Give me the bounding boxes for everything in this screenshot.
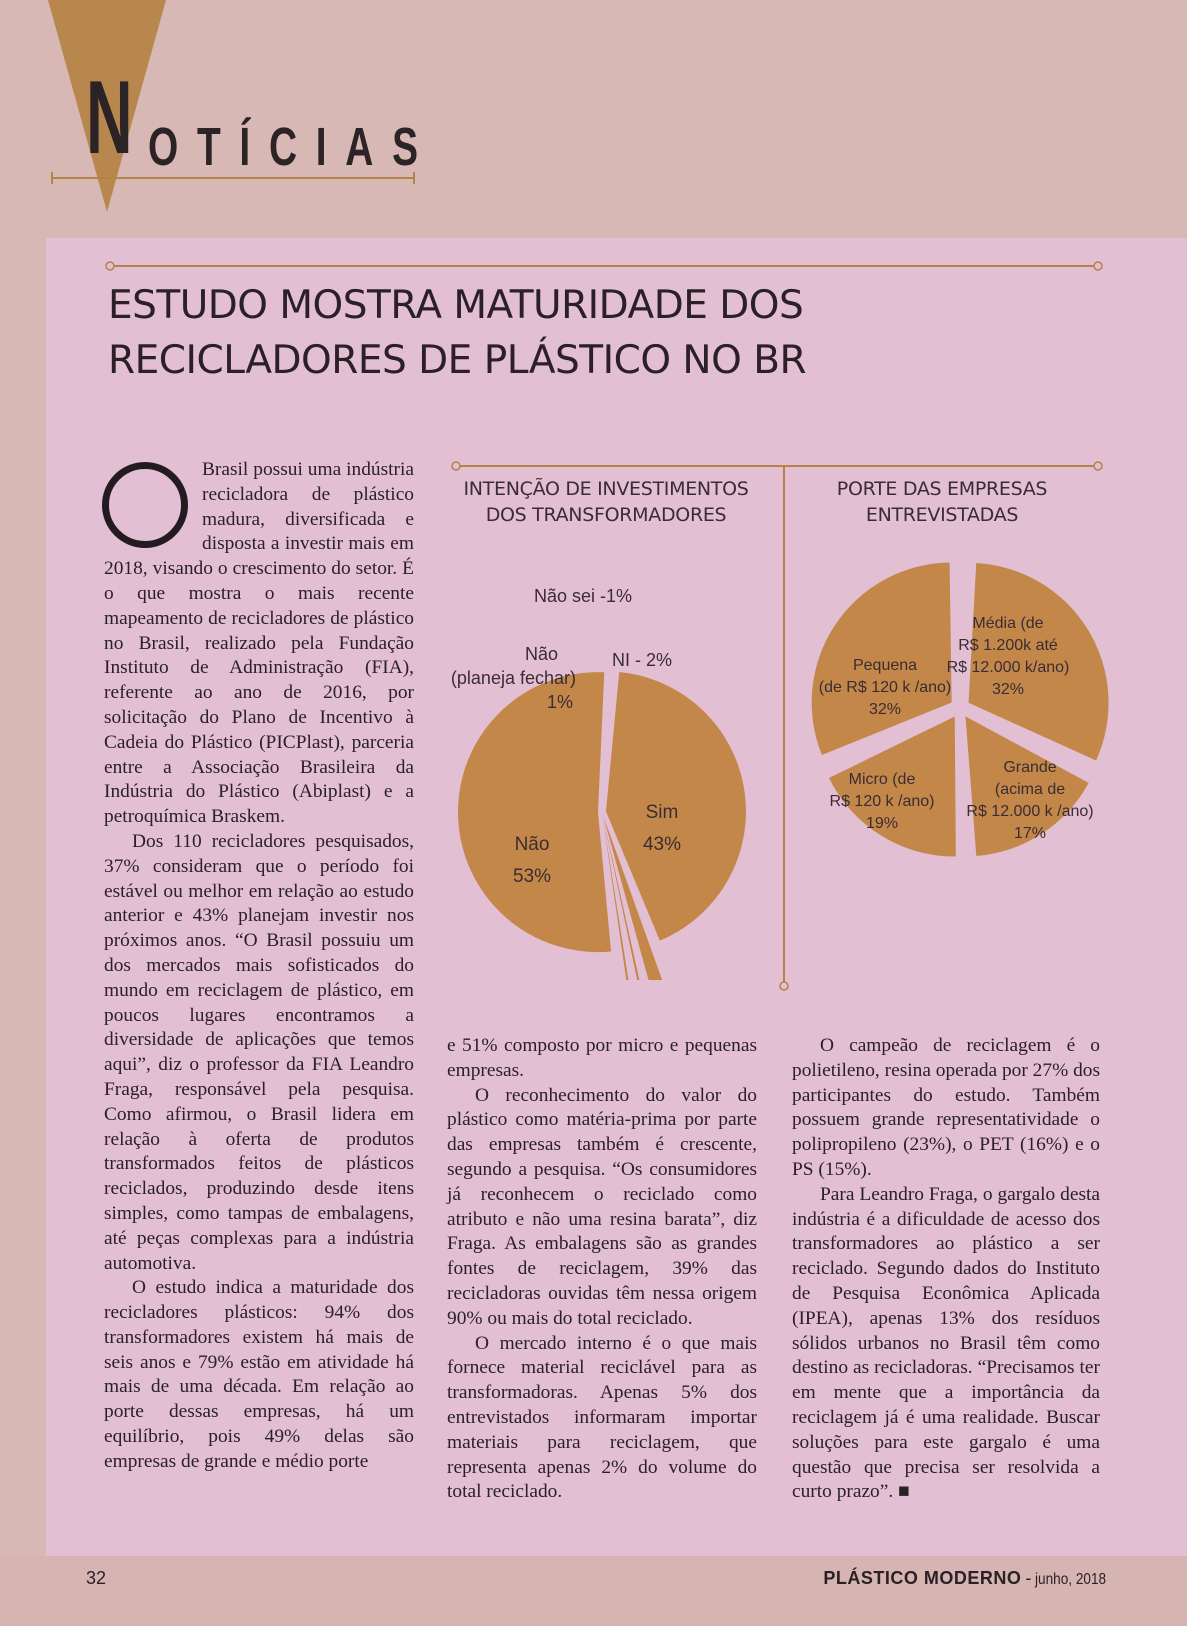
label-pequena-1: Pequena: [852, 657, 918, 674]
label-nao-fechar-2: (planeja fechar): [450, 668, 576, 688]
paragraph: Para Leandro Fraga, o gargalo desta indústria é a dificuldade de acesso dos transformadores ao plástico a ser reciclado. Segundo dados do Instituto de Pesquisa Econômica Aplicada (IPEA), apenas 13% dos resíduos sólidos urbanos no Brasil têm como destino as recicladoras. “Precisamos ter em mente que a importância da reciclagem já é uma realidade. Buscar soluções para este gargalo é uma questão que precisa ser resolvida a curto prazo”. ■: [792, 1183, 1100, 1503]
paragraph: Brasil possui uma indústria recicladora de plástico madura, diversificada e disposta a investir mais em 2018, visando o crescimento do setor. É o que mostra o mais recente mapeamento de recicladores de plástico no Brasil, realizado pela Fundação Instituto de Administração (FIA), referente ao ano de 2016, por solicitação do Plano de Incentivo à Cadeia do Plástico (PICPlast), parceria entre a Associação Brasileira da Indústria do Plástico (Abiplast) e a petroquímica Braskem.: [104, 459, 414, 828]
label-pequena-2: (de R$ 120 k /ano): [818, 679, 952, 696]
paragraph: e 51% composto por micro e pequenas empresas.: [447, 1035, 757, 1081]
label-nao-sei: Não sei -1%: [533, 586, 633, 606]
magazine-credit: [823, 1568, 1119, 1589]
label-nao-fechar-1: Não: [524, 644, 558, 664]
label-media-2: R$ 1.200k até: [958, 637, 1058, 654]
paragraph: O reconhecimento do valor do plástico como matéria-prima por parte das empresas também é crescente, segundo a pesquisa. “Os consumidores já reconhecem o reciclado como atributo e não uma resina barata”, diz Fraga. As embalagens são as grandes fontes de reciclagem, 39% das recicladoras ouvidas têm nessa origem 90% ou mais do total reciclado.: [447, 1084, 757, 1329]
label-nao-value: 53%: [512, 866, 552, 887]
label-sim-value: 43%: [642, 834, 682, 855]
slice-nao: [458, 672, 611, 952]
dropcap-o: [102, 462, 188, 548]
article-column-3: [792, 1034, 1100, 1505]
label-pequena-3: 32%: [868, 701, 902, 718]
chart-1-title: INTENÇÃO DE INVESTIMENTOS DOS TRANSFORMADORES: [463, 478, 749, 526]
chart-2-title: PORTE DAS EMPRESAS ENTREVISTADAS: [836, 478, 1048, 526]
label-micro-3: 19%: [865, 815, 899, 832]
separator: -: [1025, 1568, 1032, 1588]
paragraph: O estudo indica a maturidade dos recicladores plásticos: 94% dos transformadores existem há mais de seis anos e 79% estão em atividade há mais de uma década. Em relação ao porte dessas empresas, há um equilíbrio, pois 49% delas são empresas de grande e médio porte: [104, 1277, 414, 1472]
label-sim: Sim: [645, 802, 679, 823]
headline-line-1: ESTUDO MOSTRA MATURIDADE DOS: [108, 283, 804, 328]
paragraph: O campeão de reciclagem é o polietileno, resina operada por 27% dos participantes do estudo. Também possuem grande representatividade o polipropileno (23%), o PET (16%) e o PS (15%).: [792, 1035, 1101, 1180]
label-media-1: Média (de: [972, 615, 1044, 632]
page-footer: [0, 1556, 1187, 1626]
label-nao-fechar-3: 1%: [546, 692, 573, 712]
headline-line-2: RECICLADORES DE PLÁSTICO NO BR: [108, 338, 807, 383]
label-nao: Não: [514, 834, 550, 855]
label-grande-2: (acima de: [994, 781, 1066, 798]
label-micro-1: Micro (de: [848, 771, 916, 788]
article-column-1: [104, 458, 414, 1475]
label-grande-4: 17%: [1013, 825, 1047, 842]
magazine-name: PLÁSTICO MODERNO: [823, 1568, 1022, 1588]
label-micro-2: R$ 120 k /ano): [829, 793, 935, 810]
label-grande-1: Grande: [1003, 759, 1057, 776]
paragraph: Dos 110 recicladores pesquisados, 37% consideram que o período foi estável ou melhor em relação ao estudo anterior e 43% planejam investir nos próximos anos. “O Brasil possuiu um dos mercados mais sofisticados do mundo em reciclagem de plástico, em poucos lugares encontramos a diversidade de aplicações que temos aqui”, diz o professor da FIA Leandro Fraga, responsável pela pesquisa. Como afirmou, o Brasil lidera em relação à oferta de produtos transformados feitos de plásticos reciclados, produzindo desde itens simples, como tampas de embalagens, até peças complexas para a indústria automotiva.: [104, 830, 414, 1274]
label-ni: NI - 2%: [612, 650, 673, 670]
label-media-4: 32%: [991, 681, 1025, 698]
paragraph: O mercado interno é o que mais fornece material reciclável para as transformadoras. Apenas 5% dos entrevistados informaram importar materiais para reciclagem, que representa apenas 2% do volume do total reciclado.: [447, 1332, 757, 1503]
label-media-3: R$ 12.000 k/ano): [946, 659, 1070, 676]
chart-company-size: [800, 540, 1120, 870]
article-column-2: [447, 1034, 757, 1505]
issue-date: junho, 2018: [1035, 1571, 1107, 1588]
page-number: 32: [86, 1568, 107, 1588]
chart-investment-intent: [440, 560, 780, 980]
label-grande-3: R$ 12.000 k /ano): [966, 803, 1094, 820]
article-headline: [108, 278, 1068, 388]
section-title-rest: OTÍCIAS: [148, 117, 437, 177]
section-title-initial: N: [86, 60, 133, 176]
